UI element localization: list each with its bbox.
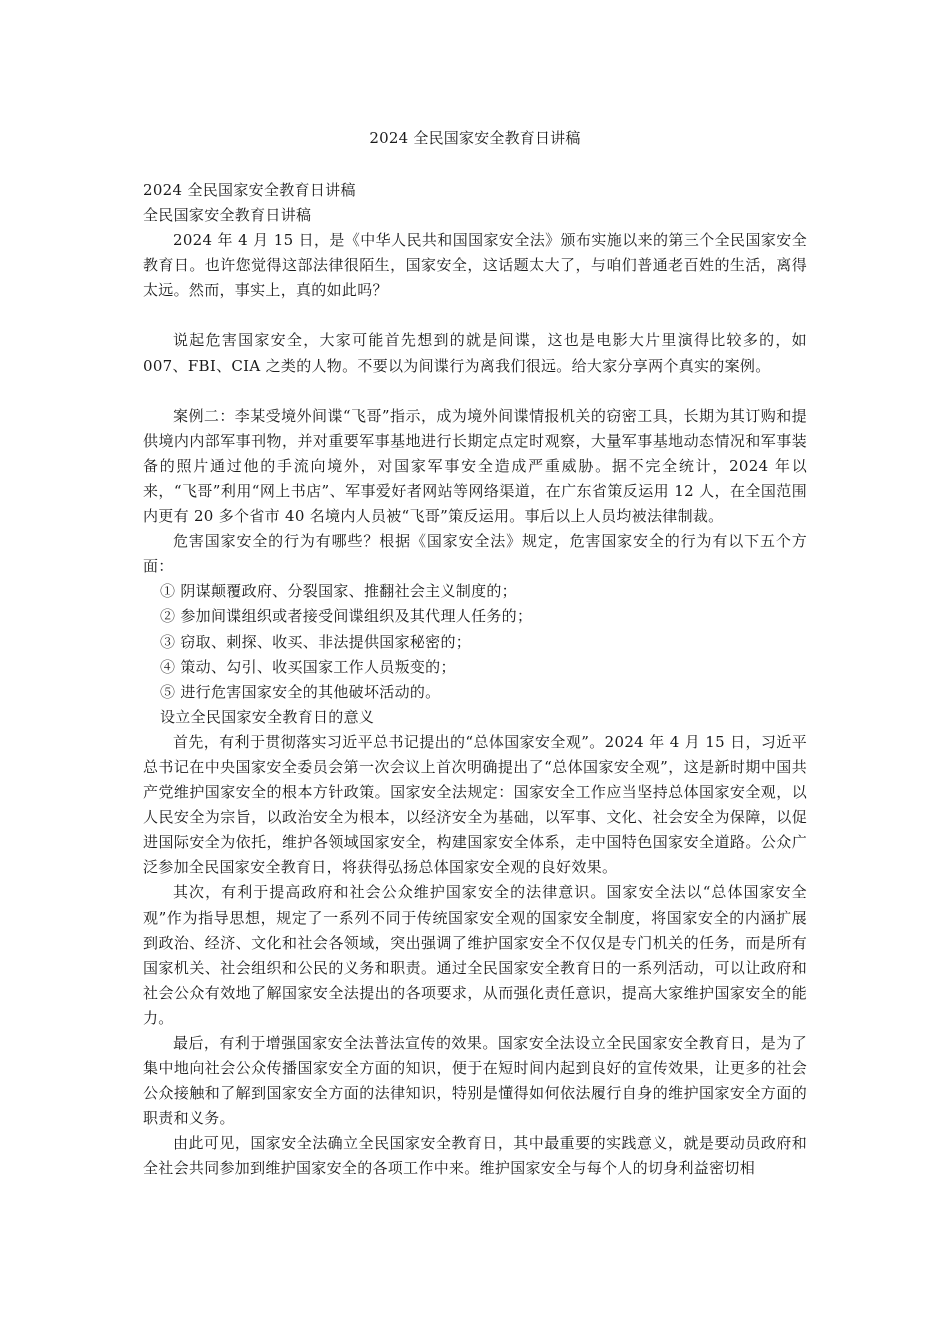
paragraph-conclusion: 由此可见，国家安全法确立全民国家安全教育日，其中最重要的实践意义，就是要动员政府和全社会共同参加到维护国家安全的各项工作中来。维护国家安全与每个人的切身利益密切相	[143, 1134, 807, 1178]
list-item-act-5: ⑤ 进行危害国家安全的其他破坏活动的。	[160, 682, 441, 701]
paragraph-spy: 说起危害国家安全，大家可能首先想到的就是间谍，这也是电影大片里演得比较多的，如 007、FBI、CIA 之类的人物。不要以为间谍行为离我们很远。给大家分享两个真实的案例。	[143, 331, 807, 375]
list-item-act-1: ① 阴谋颠覆政府、分裂国家、推翻社会主义制度的；	[160, 582, 517, 601]
paragraph-spacer	[143, 303, 807, 328]
document-body	[143, 178, 807, 1182]
paragraph-last: 最后，有利于增强国家安全法普法宣传的效果。国家安全法设立全民国家安全教育日，是为了集中地向社会公众传播国家安全方面的知识，便于在短时间内起到良好的宣传效果，让更多的社会公众接触和了解到国家安全方面的法律知识，特别是懂得如何依法履行自身的维护国家安全方面的职责和义务。	[143, 1034, 807, 1128]
list-item-act-3: ③ 窃取、刺探、收买、非法提供国家秘密的；	[160, 632, 472, 651]
paragraph-spacer	[143, 379, 807, 404]
section-heading-significance: 设立全民国家安全教育日的意义	[160, 707, 375, 726]
list-item-act-2: ② 参加间谍组织或者接受间谍组织及其代理人任务的；	[160, 607, 533, 626]
paragraph-second: 其次，有利于提高政府和社会公众维护国家安全的法律意识。国家安全法以“总体国家安全观”作为指导思想，规定了一系列不同于传统国家安全观的国家安全制度，将国家安全的内涵扩展到政治、经济、文化和社会各领域，突出强调了维护国家安全不仅仅是专门机关的任务，而是所有国家机关、社会组织和公民的义务和职责。通过全民国家安全教育日的一系列活动，可以让政府和社会公众有效地了解国家安全法提出的各项要求，从而强化责任意识，提高大家维护国家安全的能力。	[143, 883, 807, 1027]
paragraph-case-2: 案例二：李某受境外间谍“飞哥”指示，成为境外间谍情报机关的窃密工具，长期为其订购和提供境内内部军事刊物，并对重要军事基地进行长期定点定时观察，大量军事基地动态情况和军事装备的照片通过他的手流向境外，对国家军事安全造成严重威胁。据不完全统计，2024 年以来，“飞哥”利用“网上书店”、军事爱好者网站等网络渠道，在广东省策反运用 12 人，在全国范围内更有 20 多个省市 40 名境内人员被“飞哥”策反运用。事后以上人员均被法律制裁。	[143, 406, 807, 526]
document-title: 2024 全民国家安全教育日讲稿	[369, 129, 581, 147]
paragraph-intro: 2024 年 4 月 15 日，是《中华人民共和国国家安全法》颁布实施以来的第三个全民国家安全教育日。也许您觉得这部法律很陌生，国家安全，这话题太大了，与咱们普通老百姓的生活，离得太远。然而，事实上，真的如此吗？	[143, 231, 807, 300]
paragraph-acts-intro: 危害国家安全的行为有哪些？根据《国家安全法》规定，危害国家安全的行为有以下五个方面：	[143, 532, 807, 576]
paragraph-first: 首先，有利于贯彻落实习近平总书记提出的“总体国家安全观”。2024 年 4 月 15 日，习近平总书记在中央国家安全委员会第一次会议上首次明确提出了“总体国家安全观”，这是新时期中国共产党维护国家安全的根本方针政策。国家安全法规定：国家安全工作应当坚持总体国家安全观，以人民安全为宗旨，以政治安全为根本，以经济安全为基础，以军事、文化、社会安全为保障，以促进国际安全为依托，维护各领域国家安全，构建国家安全体系，走中国特色国家安全道路。公众广泛参加全民国家安全教育日，将获得弘扬总体国家安全观的良好效果。	[143, 732, 807, 877]
heading-line-2: 全民国家安全教育日讲稿	[143, 206, 312, 225]
heading-line-1: 2024 全民国家安全教育日讲稿	[143, 181, 356, 199]
list-item-act-4: ④ 策动、勾引、收买国家工作人员叛变的；	[160, 657, 456, 676]
